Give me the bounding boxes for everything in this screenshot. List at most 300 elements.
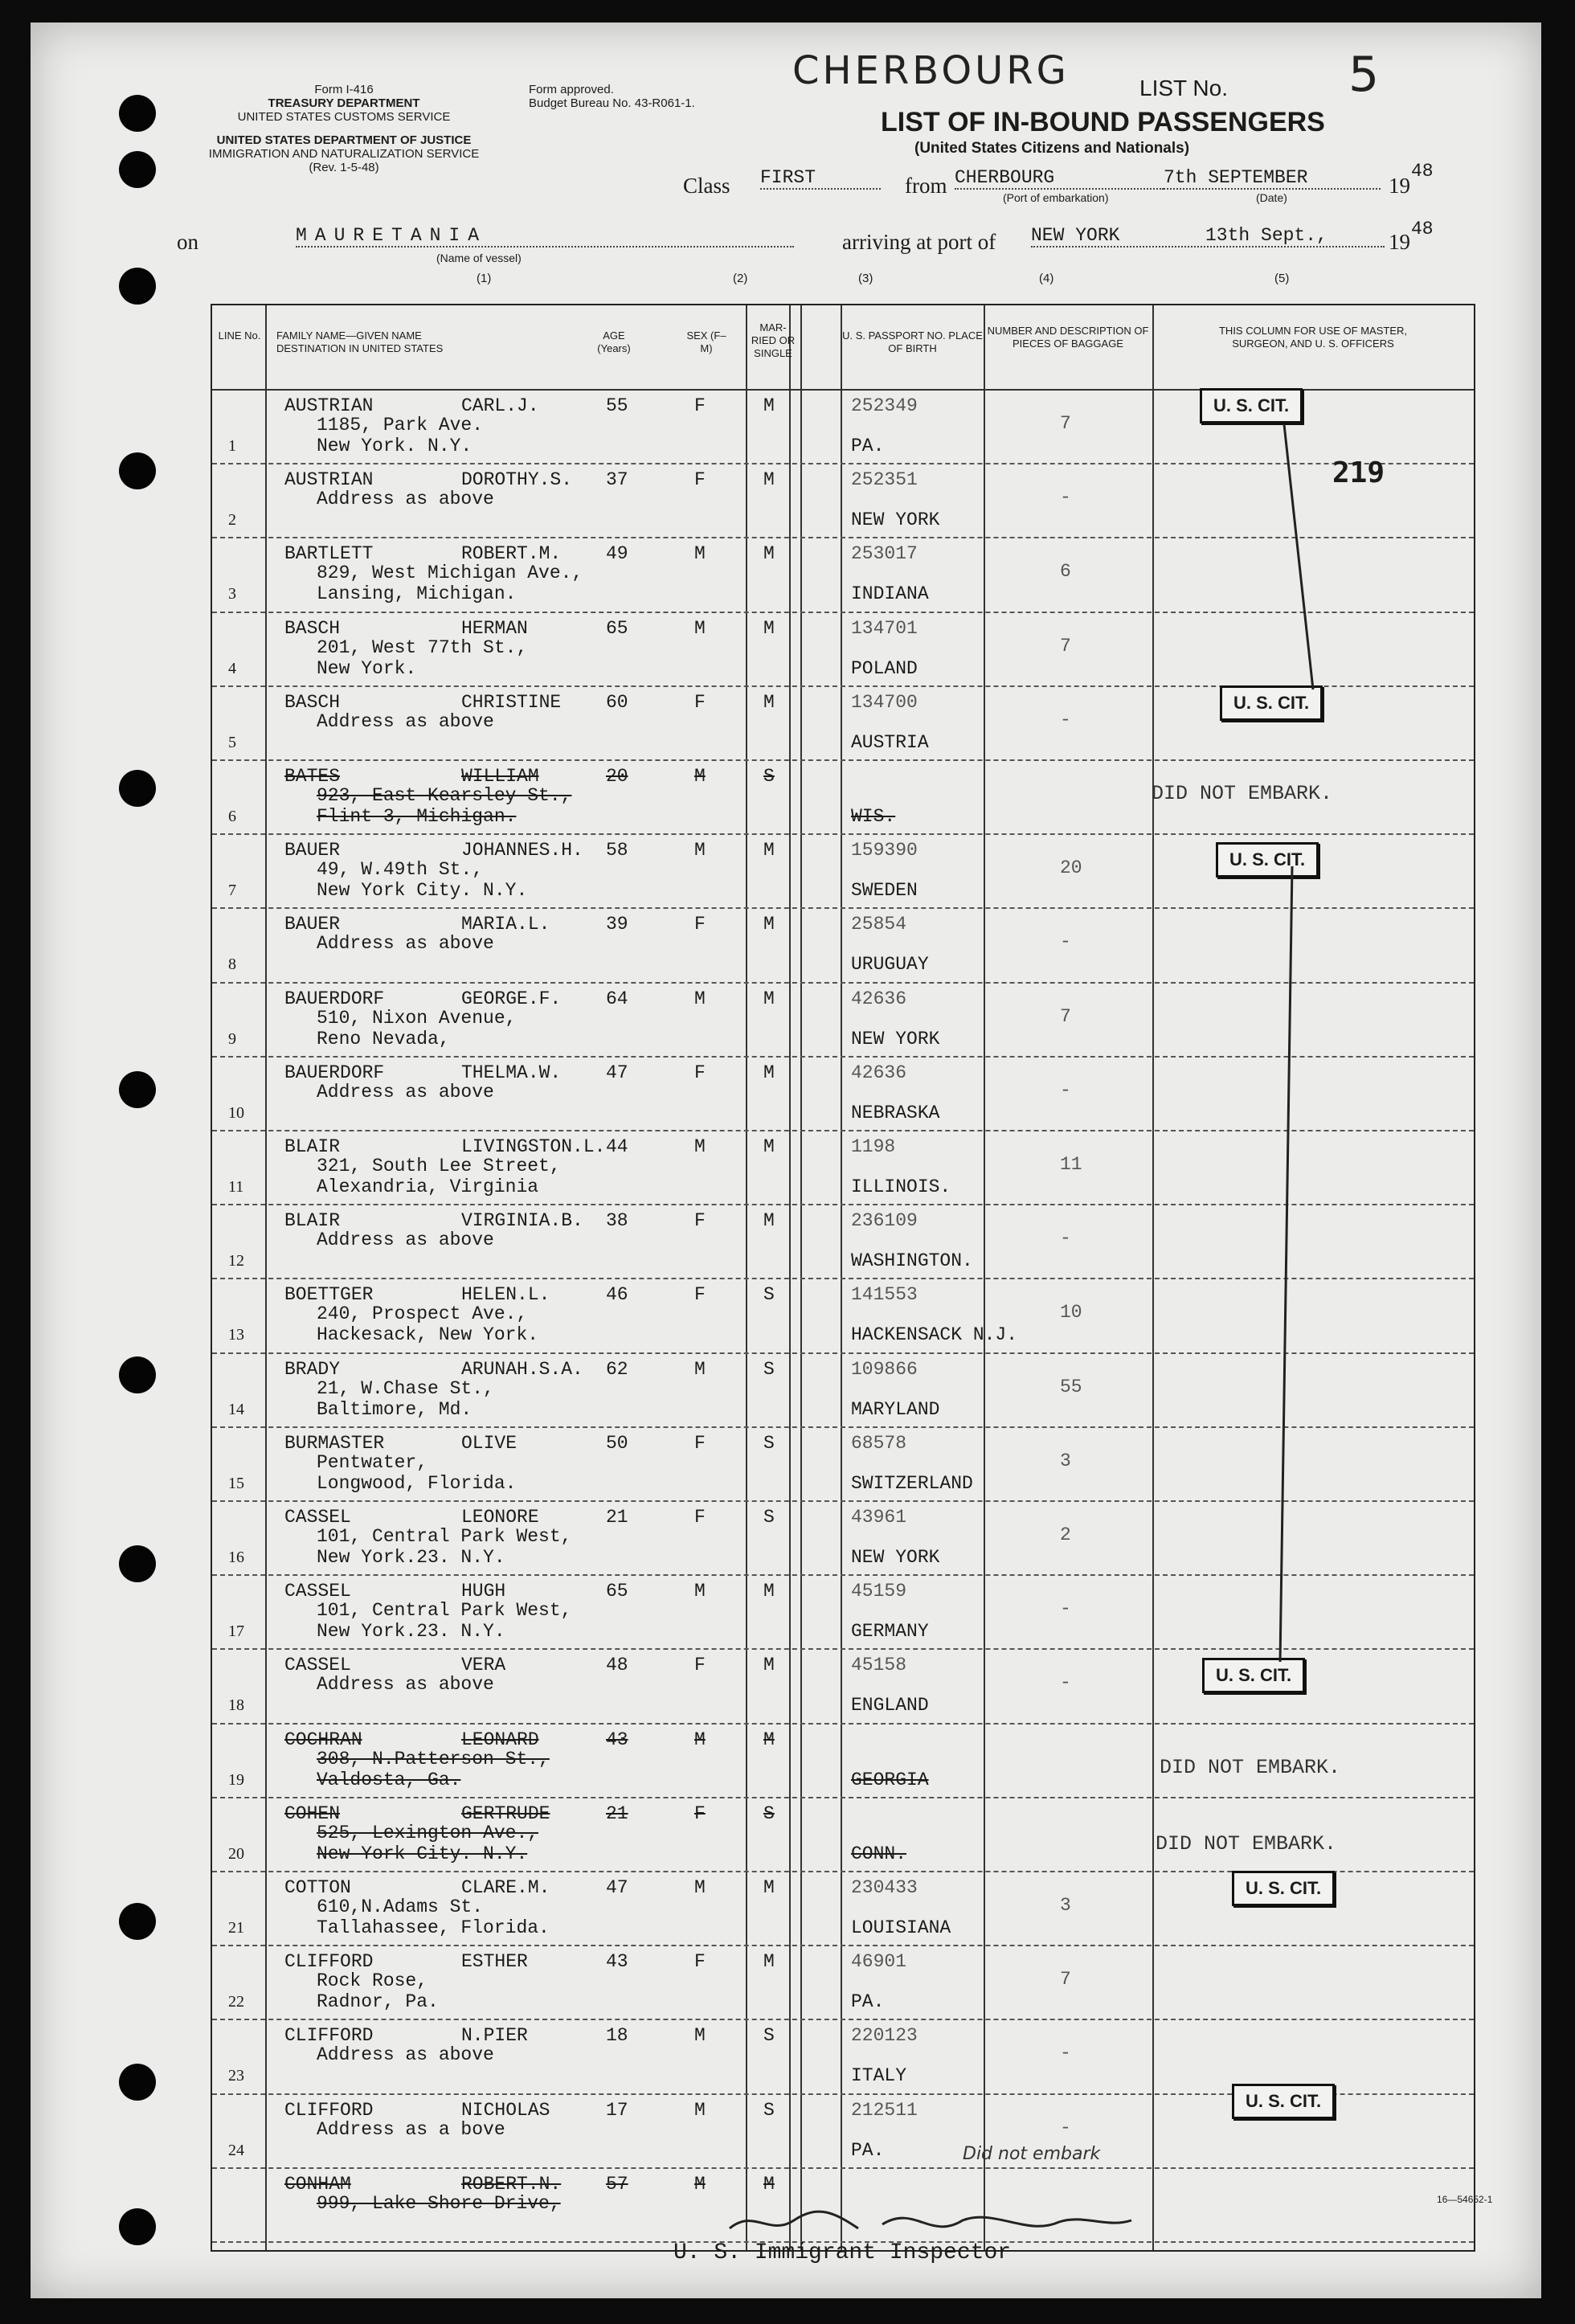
given-name: DOROTHY.S. xyxy=(461,469,573,491)
address-line-2: New York City. N.Y. xyxy=(317,880,528,902)
form-header xyxy=(191,83,497,174)
approval-note xyxy=(529,83,695,110)
age: 65 xyxy=(606,1581,628,1602)
given-name: ROBERT.M. xyxy=(461,543,562,565)
place-of-birth: INDIANA xyxy=(851,583,929,605)
address-line-1: Address as above xyxy=(317,1081,494,1103)
line-number: 1 xyxy=(228,437,236,455)
col-num-3: (3) xyxy=(858,272,873,285)
family-name: BLAIR xyxy=(284,1136,341,1157)
passport-number: 1198 xyxy=(851,1136,896,1157)
baggage-count: 20 xyxy=(1060,857,1082,879)
passport-number: 42636 xyxy=(851,988,907,1009)
place-of-birth: AUSTRIA xyxy=(851,731,929,753)
address-line-2: New York City. N.Y. xyxy=(317,1843,528,1864)
family-name: AUSTRIAN xyxy=(284,395,374,416)
line-number: 22 xyxy=(228,1993,244,2011)
year-prefix: 19 xyxy=(1389,174,1410,198)
address-line-1: Address as above xyxy=(317,710,494,732)
header-baggage: NUMBER AND DESCRIPTION OF PIECES OF BAGGAGE xyxy=(987,325,1149,350)
address-line-1: 101, Central Park West, xyxy=(317,1526,572,1547)
marital-status: M xyxy=(763,840,775,861)
baggage-count: - xyxy=(1060,1598,1071,1620)
marital-status: M xyxy=(763,1581,775,1602)
arrival-year-suffix: 48 xyxy=(1411,219,1434,239)
year-suffix: 48 xyxy=(1411,161,1434,182)
punch-hole xyxy=(119,1903,156,1940)
given-name: THELMA.W. xyxy=(461,1062,562,1083)
header-married: MAR-RIED OR SINGLE xyxy=(751,321,796,359)
place-of-birth: NEBRASKA xyxy=(851,1102,940,1123)
given-name: NICHOLAS xyxy=(461,2099,550,2121)
did-not-embark-stamp: DID NOT EMBARK. xyxy=(1160,1756,1341,1779)
address-line-1: Address as above xyxy=(317,1230,494,1251)
sex: F xyxy=(694,1062,706,1083)
baggage-count: 2 xyxy=(1060,1524,1071,1545)
punch-hole xyxy=(119,1356,156,1393)
sex: F xyxy=(694,395,706,416)
punch-hole xyxy=(119,2064,156,2101)
age: 38 xyxy=(606,1210,628,1232)
sex: F xyxy=(694,691,706,713)
did-not-embark-stamp: DID NOT EMBARK. xyxy=(1156,1832,1337,1856)
sex: F xyxy=(694,1951,706,1973)
age: 21 xyxy=(606,1802,628,1824)
header-name: FAMILY NAME—GIVEN NAME DESTINATION IN UNITED STATES xyxy=(276,329,444,354)
family-name: BASCH xyxy=(284,617,341,639)
passport-number: 230433 xyxy=(851,1877,918,1898)
address-line-2: Radnor, Pa. xyxy=(317,1991,439,2013)
punch-hole xyxy=(119,770,156,807)
place-of-birth: SWITZERLAND xyxy=(851,1472,973,1494)
address-line-1: 510, Nixon Avenue, xyxy=(317,1007,517,1029)
punch-hole xyxy=(119,151,156,188)
given-name: OLIVE xyxy=(461,1432,518,1454)
given-name: LIVINGSTON.L. xyxy=(461,1136,606,1157)
line-number: 11 xyxy=(228,1178,244,1196)
inspector-caption: U. S. Immigrant Inspector xyxy=(673,2240,1012,2265)
family-name: BASCH xyxy=(284,691,341,713)
passport-number: 220123 xyxy=(851,2025,918,2047)
passport-number: 45158 xyxy=(851,1655,907,1676)
family-name: BURMASTER xyxy=(284,1432,385,1454)
col-num-1: (1) xyxy=(477,272,492,285)
family-name: COHEN xyxy=(284,1802,341,1824)
age: 44 xyxy=(606,1136,628,1157)
class-value: FIRST xyxy=(760,167,881,190)
line-number: 17 xyxy=(228,1622,244,1641)
sex: M xyxy=(694,1136,706,1157)
sex: M xyxy=(694,2099,706,2121)
address-line-1: 321, South Lee Street, xyxy=(317,1156,561,1176)
passport-number: 46901 xyxy=(851,1951,907,1973)
sex: M xyxy=(694,617,706,639)
sex: M xyxy=(694,840,706,861)
address-line-2: New York. N.Y. xyxy=(317,436,472,456)
vessel-caption: (Name of vessel) xyxy=(436,252,522,264)
address-line-1: 49, W.49th St., xyxy=(317,859,484,881)
passport-number: 236109 xyxy=(851,1210,918,1232)
sex: M xyxy=(694,988,706,1009)
place-of-birth: PA. xyxy=(851,2139,885,2161)
from-label: from xyxy=(905,174,947,198)
address-line-1: Pentwater, xyxy=(317,1451,428,1473)
age: 60 xyxy=(606,691,628,713)
age: 57 xyxy=(606,2173,628,2195)
passport-number: 43961 xyxy=(851,1507,907,1528)
port-of-embarkation: CHERBOURG xyxy=(955,167,1164,190)
line-number: 12 xyxy=(228,1252,244,1270)
header-passport: U. S. PASSPORT NO. PLACE OF BIRTH xyxy=(842,329,983,354)
family-name: CLIFFORD xyxy=(284,2025,374,2047)
family-name: BLAIR xyxy=(284,1210,341,1232)
marital-status: M xyxy=(763,1951,775,1973)
line-number: 16 xyxy=(228,1549,244,1566)
col-num-4: (4) xyxy=(1039,272,1054,285)
approval-line: Form approved. xyxy=(529,83,614,96)
header-line-no: LINE No. xyxy=(218,329,261,342)
given-name: HELEN.L. xyxy=(461,1284,550,1306)
baggage-count: 7 xyxy=(1060,413,1071,434)
place-of-birth: URUGUAY xyxy=(851,954,929,976)
given-name: CLARE.M. xyxy=(461,1877,550,1898)
line-number: 14 xyxy=(228,1400,244,1418)
baggage-count: 7 xyxy=(1060,635,1071,657)
table-row xyxy=(212,1945,1474,2020)
address-line-2: New York.23. N.Y. xyxy=(317,1621,505,1643)
us-cit-stamp: U. S. CIT. xyxy=(1216,842,1319,878)
us-cit-stamp: U. S. CIT. xyxy=(1232,2084,1335,2119)
family-name: BOETTGER xyxy=(284,1284,374,1306)
page-title: LIST OF IN-BOUND PASSENGERS xyxy=(881,107,1325,137)
line-number: 6 xyxy=(228,808,236,825)
passport-number: 253017 xyxy=(851,543,918,565)
given-name: GEORGE.F. xyxy=(461,988,562,1009)
passport-number: 109866 xyxy=(851,1358,918,1380)
line-number: 9 xyxy=(228,1029,236,1048)
age: 48 xyxy=(606,1655,628,1676)
sex: F xyxy=(694,1210,706,1232)
marital-status: M xyxy=(763,469,775,491)
given-name: LEONARD xyxy=(461,1729,539,1750)
manifest-sheet xyxy=(31,23,1541,2298)
baggage-count: 7 xyxy=(1060,1969,1071,1991)
place-of-birth: SWEDEN xyxy=(851,880,918,902)
address-line-1: 21, W.Chase St., xyxy=(317,1377,494,1399)
family-name: CONHAM xyxy=(284,2173,351,2195)
dept-treasury: TREASURY DEPARTMENT xyxy=(268,96,420,110)
passport-number: 45159 xyxy=(851,1581,907,1602)
sex: M xyxy=(694,2025,706,2047)
marital-status: S xyxy=(763,2099,775,2121)
address-line-2: Valdosta, Ga. xyxy=(317,1769,461,1790)
age: 47 xyxy=(606,1062,628,1083)
punch-hole xyxy=(119,1071,156,1108)
sex: F xyxy=(694,469,706,491)
place-of-birth: LOUISIANA xyxy=(851,1917,951,1938)
address-line-1: 525, Lexington Ave., xyxy=(317,1822,539,1843)
arrival-date: 13th Sept., xyxy=(1205,225,1328,246)
form-revision: (Rev. 1-5-48) xyxy=(309,161,379,174)
address-line-1: 1185, Park Ave. xyxy=(317,415,484,436)
family-name: CASSEL xyxy=(284,1655,351,1676)
age: 50 xyxy=(606,1432,628,1454)
line-number: 13 xyxy=(228,1326,244,1344)
line-number: 3 xyxy=(228,585,236,604)
punch-hole xyxy=(119,2208,156,2245)
officer-connector-lines xyxy=(1236,408,1332,1694)
family-name: BAUERDORF xyxy=(284,988,385,1009)
marital-status: M xyxy=(763,1729,775,1750)
age: 18 xyxy=(606,2025,628,2047)
header-sex: SEX (F–M) xyxy=(686,329,726,354)
place-of-birth: CONN. xyxy=(851,1843,907,1864)
form-print-number: 16—54652-1 xyxy=(1437,2194,1493,2205)
marital-status: M xyxy=(763,543,775,565)
baggage-count: 3 xyxy=(1060,1450,1071,1471)
col-num-5: (5) xyxy=(1274,272,1290,285)
age: 43 xyxy=(606,1951,628,1973)
handwritten-did-not-embark: Did not embark xyxy=(963,2144,1101,2164)
sex: F xyxy=(694,1802,706,1824)
passport-number: 212511 xyxy=(851,2099,918,2121)
sex: F xyxy=(694,1655,706,1676)
age: 58 xyxy=(606,840,628,861)
age: 55 xyxy=(606,395,628,416)
marital-status: M xyxy=(763,1136,775,1157)
place-of-birth: ENGLAND xyxy=(851,1695,929,1716)
given-name: ESTHER xyxy=(461,1951,528,1973)
baggage-count: - xyxy=(1060,2043,1071,2064)
line-number: 2 xyxy=(228,511,236,530)
marital-status: M xyxy=(763,1655,775,1676)
header-officers: THIS COLUMN FOR USE OF MASTER, SURGEON, AND U. S. OFFICERS xyxy=(1218,325,1407,350)
baggage-count: - xyxy=(1060,1228,1071,1250)
marital-status: M xyxy=(763,988,775,1009)
page-subtitle: (United States Citizens and Nationals) xyxy=(914,140,1190,157)
age: 21 xyxy=(606,1507,628,1528)
header-age: AGE (Years) xyxy=(597,329,631,354)
sex: M xyxy=(694,2173,706,2195)
sex: M xyxy=(694,1358,706,1380)
line-number: 10 xyxy=(228,1103,244,1122)
family-name: CLIFFORD xyxy=(284,2099,374,2121)
address-line-1: Rock Rose, xyxy=(317,1970,428,1992)
on-label: on xyxy=(177,230,198,254)
marital-status: M xyxy=(763,2173,775,2195)
address-line-2: Longwood, Florida. xyxy=(317,1472,517,1494)
given-name: VIRGINIA.B. xyxy=(461,1210,583,1232)
passport-number: 141553 xyxy=(851,1284,918,1306)
date-caption: (Date) xyxy=(1256,191,1287,204)
passport-number: 68578 xyxy=(851,1432,907,1454)
baggage-count: 11 xyxy=(1060,1154,1082,1175)
passport-number: 134701 xyxy=(851,617,918,639)
us-cit-stamp: U. S. CIT. xyxy=(1200,388,1303,423)
place-of-birth: NEW YORK xyxy=(851,1547,940,1568)
line-number: 15 xyxy=(228,1474,244,1492)
family-name: CASSEL xyxy=(284,1507,351,1528)
place-of-birth: HACKENSACK N.J. xyxy=(851,1324,1018,1346)
passport-number: 42636 xyxy=(851,1062,907,1083)
family-name: BARTLETT xyxy=(284,543,374,565)
given-name: ARUNAH.S.A. xyxy=(461,1358,583,1380)
baggage-count: - xyxy=(1060,487,1071,509)
passport-number: 252349 xyxy=(851,395,918,416)
baggage-count: - xyxy=(1060,2117,1071,2138)
class-label: Class xyxy=(683,174,730,198)
age: 20 xyxy=(606,766,628,787)
place-of-birth: PA. xyxy=(851,436,885,456)
punch-hole xyxy=(119,95,156,132)
arriving-label: arriving at port of xyxy=(842,230,996,254)
age: 65 xyxy=(606,617,628,639)
arrival-port: NEW YORK xyxy=(1031,225,1385,248)
address-line-2: New York.23. N.Y. xyxy=(317,1547,505,1568)
marital-status: M xyxy=(763,691,775,713)
marital-status: S xyxy=(763,1358,775,1380)
age: 64 xyxy=(606,988,628,1009)
us-cit-stamp: U. S. CIT. xyxy=(1232,1871,1335,1906)
age: 39 xyxy=(606,914,628,935)
address-line-2: New York. xyxy=(317,657,417,679)
baggage-count: 6 xyxy=(1060,561,1071,583)
address-line-1: 308, N.Patterson St., xyxy=(317,1748,550,1770)
place-of-birth: GERMANY xyxy=(851,1621,929,1643)
marital-status: S xyxy=(763,1284,775,1306)
address-line-2: Flint 3, Michigan. xyxy=(317,806,517,827)
marital-status: M xyxy=(763,1062,775,1083)
sex: M xyxy=(694,543,706,565)
line-number: 8 xyxy=(228,955,236,974)
address-line-1: 923, East Kearsley St., xyxy=(317,785,572,806)
baggage-count: - xyxy=(1060,931,1071,953)
address-line-1: 999, Lake Shore Drive, xyxy=(317,2192,561,2214)
place-of-birth: ILLINOIS. xyxy=(851,1176,951,1197)
vessel-name: MAURETANIA xyxy=(296,225,794,248)
baggage-count: - xyxy=(1060,709,1071,730)
place-of-birth: WASHINGTON. xyxy=(851,1250,973,1272)
given-name: CHRISTINE xyxy=(461,691,562,713)
given-name: LEONORE xyxy=(461,1507,539,1528)
marital-status: M xyxy=(763,1210,775,1232)
punch-hole xyxy=(119,268,156,305)
address-line-2: Hackesack, New York. xyxy=(317,1324,539,1346)
given-name: CARL.J. xyxy=(461,395,539,416)
marital-status: S xyxy=(763,1802,775,1824)
passport-number: 134700 xyxy=(851,691,918,713)
age: 47 xyxy=(606,1877,628,1898)
family-name: COTTON xyxy=(284,1877,351,1898)
place-of-birth: WIS. xyxy=(851,806,896,827)
given-name: VERA xyxy=(461,1655,506,1676)
did-not-embark-stamp: DID NOT EMBARK. xyxy=(1152,782,1333,805)
line-number: 4 xyxy=(228,659,236,677)
age: 17 xyxy=(606,2099,628,2121)
dept-justice: UNITED STATES DEPARTMENT OF JUSTICE xyxy=(216,133,472,147)
marital-status: S xyxy=(763,1432,775,1454)
address-line-1: 829, West Michigan Ave., xyxy=(317,563,583,584)
passport-number: 252351 xyxy=(851,469,918,491)
place-of-birth: POLAND xyxy=(851,657,918,679)
baggage-count: - xyxy=(1060,1672,1071,1694)
address-line-2: Alexandria, Virginia xyxy=(317,1176,539,1197)
baggage-count: 7 xyxy=(1060,1005,1071,1027)
dept-ins: IMMIGRATION AND NATURALIZATION SERVICE xyxy=(208,147,480,161)
place-of-birth: MARYLAND xyxy=(851,1398,940,1420)
sex: F xyxy=(694,914,706,935)
address-line-1: 101, Central Park West, xyxy=(317,1600,572,1622)
family-name: CLIFFORD xyxy=(284,1951,374,1973)
baggage-count: 55 xyxy=(1060,1376,1082,1397)
line-number: 7 xyxy=(228,882,236,900)
baggage-count: 10 xyxy=(1060,1302,1082,1324)
dept-customs: UNITED STATES CUSTOMS SERVICE xyxy=(237,110,451,124)
list-number: 5 xyxy=(1348,47,1380,103)
baggage-count: 3 xyxy=(1060,1895,1071,1916)
col-num-2: (2) xyxy=(733,272,748,285)
inspector-signature xyxy=(722,2204,1139,2244)
age: 46 xyxy=(606,1284,628,1306)
sex: M xyxy=(694,1581,706,1602)
line-number: 20 xyxy=(228,1844,244,1863)
line-number: 21 xyxy=(228,1919,244,1937)
sex: F xyxy=(694,1432,706,1454)
age: 62 xyxy=(606,1358,628,1380)
address-line-1: Address as above xyxy=(317,1674,494,1696)
line-number: 18 xyxy=(228,1696,244,1715)
marital-status: M xyxy=(763,395,775,416)
family-name: COCHRAN xyxy=(284,1729,362,1750)
sex: F xyxy=(694,1507,706,1528)
family-name: AUSTRIAN xyxy=(284,469,374,491)
address-line-1: Address as above xyxy=(317,933,494,955)
address-line-1: Address as a bove xyxy=(317,2118,505,2140)
age: 49 xyxy=(606,543,628,565)
address-line-1: Address as above xyxy=(317,489,494,510)
family-name: BATES xyxy=(284,766,341,787)
handwritten-count: 219 xyxy=(1332,456,1385,489)
address-line-1: 610,N.Adams St. xyxy=(317,1896,484,1917)
given-name: WILLIAM xyxy=(461,766,539,787)
handwritten-port: CHERBOURG xyxy=(792,48,1070,93)
address-line-2: Baltimore, Md. xyxy=(317,1398,472,1420)
sex: M xyxy=(694,1729,706,1750)
given-name: HERMAN xyxy=(461,617,528,639)
age: 43 xyxy=(606,1729,628,1750)
given-name: ROBERT.N. xyxy=(461,2173,562,2195)
address-line-2: Tallahassee, Florida. xyxy=(317,1917,550,1938)
port-caption: (Port of embarkation) xyxy=(1003,191,1109,204)
sex: M xyxy=(694,1877,706,1898)
age: 37 xyxy=(606,469,628,491)
family-name: BAUER xyxy=(284,914,341,935)
place-of-birth: NEW YORK xyxy=(851,1028,940,1049)
sex: M xyxy=(694,766,706,787)
marital-status: M xyxy=(763,1877,775,1898)
line-number: 19 xyxy=(228,1770,244,1789)
family-name: BRADY xyxy=(284,1358,341,1380)
form-number: Form I-416 xyxy=(314,83,374,96)
marital-status: S xyxy=(763,766,775,787)
place-of-birth: PA. xyxy=(851,1991,885,2013)
address-line-2: Lansing, Michigan. xyxy=(317,583,517,605)
given-name: HUGH xyxy=(461,1581,506,1602)
baggage-count: - xyxy=(1060,1079,1071,1101)
list-no-label: LIST No. xyxy=(1139,76,1228,100)
embark-date: 7th SEPTEMBER xyxy=(1164,167,1381,190)
given-name: GERTRUDE xyxy=(461,1802,550,1824)
